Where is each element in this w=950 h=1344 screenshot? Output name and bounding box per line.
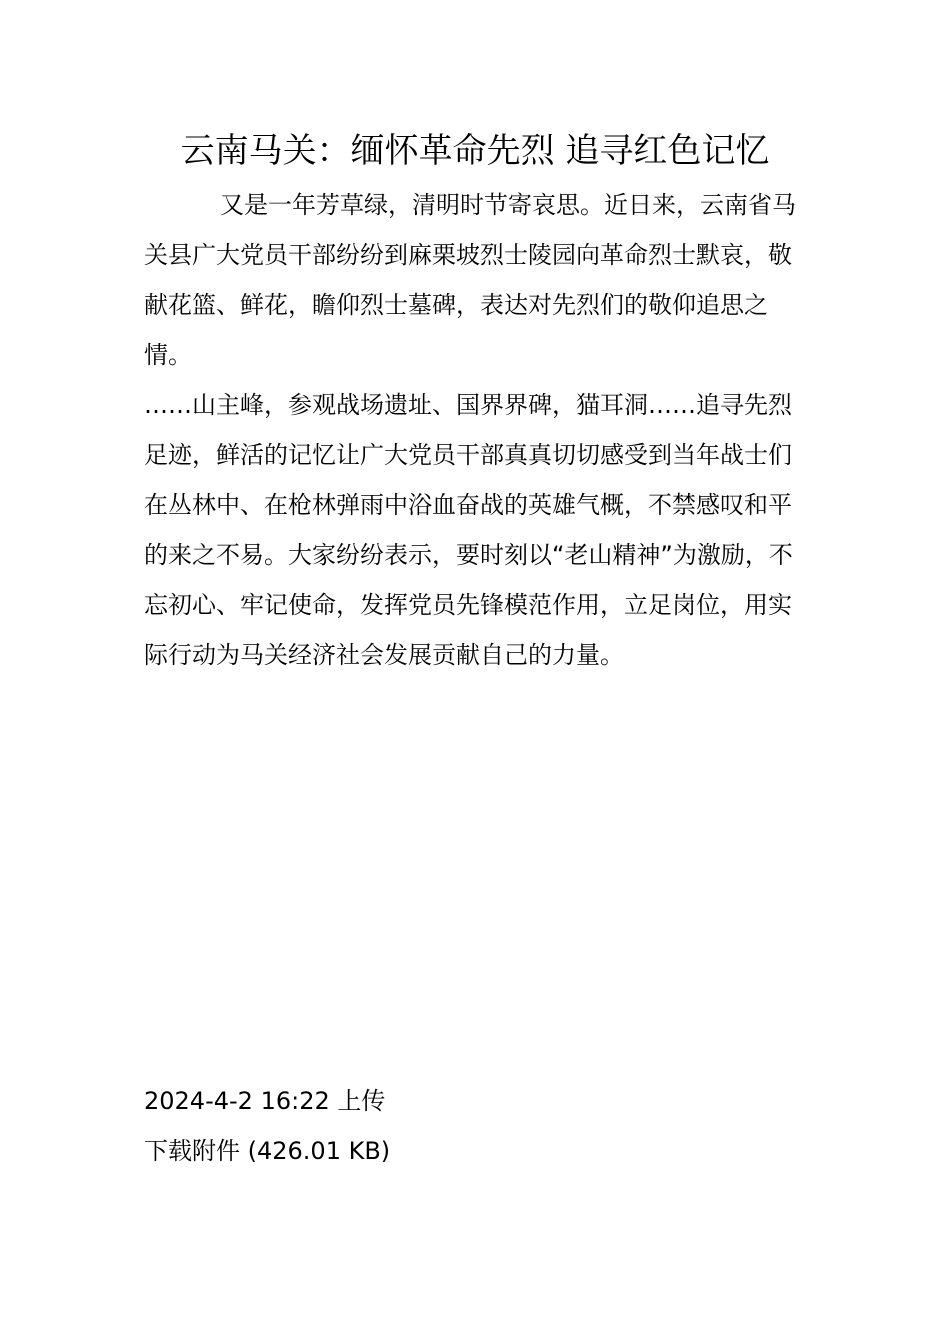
article-title: 云南马关：缅怀革命先烈 追寻红色记忆 xyxy=(180,131,770,171)
article-paragraph-2: ……山主峰，参观战场遗址、国界界碑，猫耳洞……追寻先烈足迹，鲜活的记忆让广大党员干部真真切切感受到当年战士们在丛林中、在枪林弹雨中浴血奋战的英雄气概，不禁感叹和平的来之不易。大家纷纷表示，要时刻以“老山精神”为激励，不忘初心、牢记使命，发挥党员先锋模范作用，立足岗位，用实际行动为马关经济社会发展贡献自己的力量。 xyxy=(144,391,793,669)
download-attachment-link[interactable]: 下载附件 (426.01 KB) xyxy=(144,1137,391,1165)
upload-timestamp: 2024-4-2 16:22 上传 xyxy=(144,1087,386,1115)
article-body xyxy=(144,180,808,680)
article-paragraph-1: 又是一年芳草绿，清明时节寄哀思。近日来，云南省马关县广大党员干部纷纷到麻栗坡烈士陵园向革命烈士默哀，敬献花篮、鲜花，瞻仰烈士墓碑，表达对先烈们的敬仰追思之情。 xyxy=(144,191,796,369)
attachment-info xyxy=(144,1076,808,1176)
